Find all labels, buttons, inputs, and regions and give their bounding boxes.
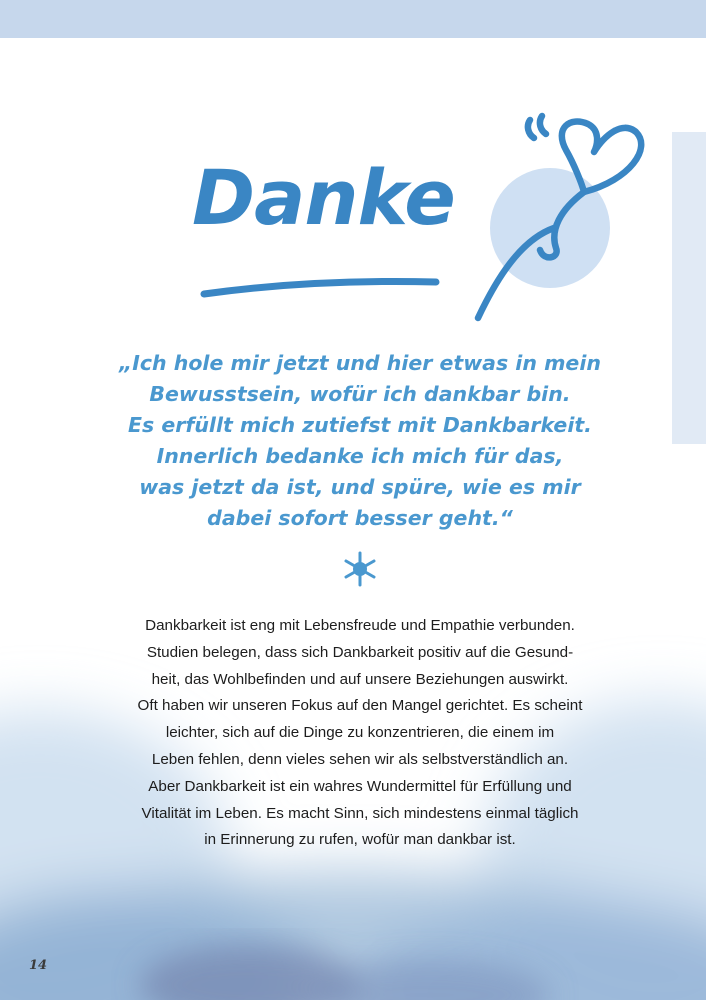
quote-block xyxy=(80,348,640,534)
quote-line: dabei sofort besser geht.“ xyxy=(207,506,513,530)
body-line: in Erinnerung zu rufen, wofür man dankbar ist. xyxy=(204,831,516,849)
page-number: 14 xyxy=(29,958,48,973)
quote-line: „Ich hole mir jetzt und hier etwas in mein xyxy=(119,351,601,375)
quote-line: Es erfüllt mich zutiefst mit Dankbarkeit. xyxy=(128,413,592,437)
page-title: Danke xyxy=(192,153,455,242)
body-line: heit, das Wohlbefinden und auf unsere Beziehungen auswirkt. xyxy=(151,670,569,688)
body-line: leichter, sich auf die Dinge zu konzentrieren, die einem im xyxy=(165,724,555,742)
star-icon xyxy=(340,549,380,589)
title-underline xyxy=(196,270,446,306)
body-paragraph xyxy=(60,613,660,854)
body-line: Aber Dankbarkeit ist ein wahres Wundermittel für Erfüllung und xyxy=(148,777,572,795)
body-line: Leben fehlen, denn vieles sehen wir als selbstverständlich an. xyxy=(151,750,569,768)
quote-line: Innerlich bedanke ich mich für das, xyxy=(156,444,564,468)
body-line: Studien belegen, dass sich Dankbarkeit positiv auf die Gesund- xyxy=(146,643,574,661)
body-line: Oft haben wir unseren Fokus auf den Mangel gerichtet. Es scheint xyxy=(137,697,583,715)
quote-line: was jetzt da ist, und spüre, wie es mir xyxy=(139,475,581,499)
quote-line: Bewusstsein, wofür ich dankbar bin. xyxy=(149,382,571,406)
heart-illustration xyxy=(470,110,660,330)
body-line: Vitalität im Leben. Es macht Sinn, sich mindestens einmal täglich xyxy=(141,804,579,822)
body-line: Dankbarkeit ist eng mit Lebensfreude und Empathie verbunden. xyxy=(145,617,575,634)
